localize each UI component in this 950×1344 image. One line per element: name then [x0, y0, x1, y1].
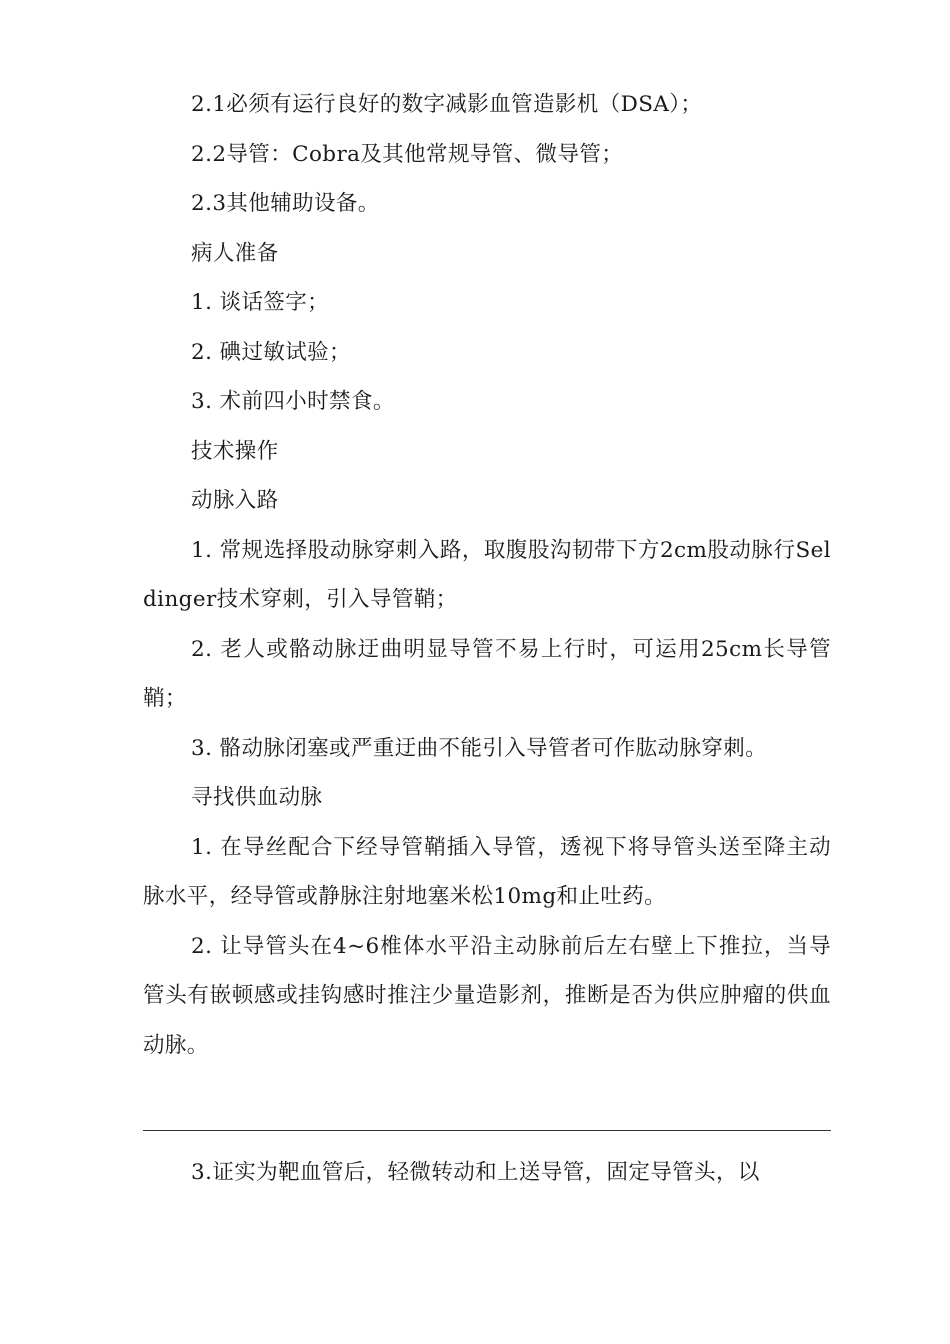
paragraph-target-vessel: 3.证实为靶血管后，轻微转动和上送导管，固定导管头，以 [191, 1160, 760, 1185]
heading-technical-operation: 技术操作 [191, 438, 279, 464]
page-break-divider [143, 1130, 831, 1131]
page-body [143, 80, 831, 1070]
list-item-catheter-insertion: 1. 在导丝配合下经导管鞘插入导管，透视下将导管头送至降主动脉水平，经导管或静脉注射地塞米松10mg和止吐药。 [143, 834, 831, 909]
list-item-consent: 1. 谈话签字； [191, 290, 330, 315]
heading-patient-preparation: 病人准备 [191, 240, 279, 266]
heading-find-feeding-artery: 寻找供血动脉 [191, 785, 323, 810]
list-item-catheter-probing: 2. 让导管头在4~6椎体水平沿主动脉前后左右壁上下推拉，当导管头有嵌顿感或挂钩感时推注少量造影剂，推断是否为供应肿瘤的供血动脉。 [143, 933, 831, 1058]
list-item-fasting: 3. 术前四小时禁食。 [191, 389, 395, 414]
paragraph-auxiliary-equipment: 2.3其他辅助设备。 [191, 191, 380, 216]
heading-arterial-access: 动脉入路 [191, 488, 279, 513]
list-item-long-sheath: 2. 老人或骼动脉迂曲明显导管不易上行时，可运用25cm长导管鞘； [143, 636, 831, 711]
list-item-femoral-access: 1. 常规选择股动脉穿刺入路，取腹股沟韧带下方2cm股动脉行Seldinger技术穿刺，引入导管鞘； [143, 537, 831, 612]
next-page-body [143, 1148, 831, 1198]
paragraph-catheters: 2.2导管：Cobra及其他常规导管、微导管； [191, 141, 624, 167]
paragraph-dsa-requirement: 2.1必须有运行良好的数字减影血管造影机（DSA）； [191, 92, 703, 117]
list-item-iodine-test: 2. 碘过敏试验； [191, 339, 351, 365]
list-item-brachial-access: 3. 骼动脉闭塞或严重迂曲不能引入导管者可作肱动脉穿刺。 [191, 735, 768, 761]
